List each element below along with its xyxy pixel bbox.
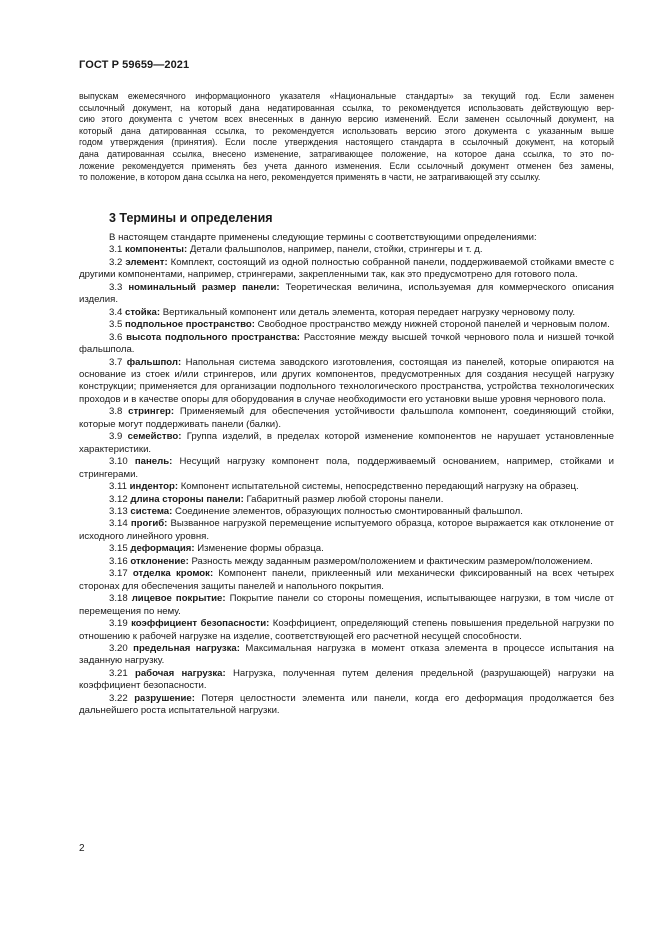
term-definition: [79, 518, 614, 543]
term-name: прогиб:: [130, 518, 168, 530]
term-number: 3.1: [109, 244, 123, 256]
term-name: высота подпольного пространства:: [126, 331, 301, 343]
terms-body: [79, 232, 614, 718]
term-number: 3.19: [109, 618, 128, 630]
section-lead: В настоящем стандарте применены следующие термины с соответствующими определениями:: [109, 232, 537, 243]
term-text: Детали фальшполов, например, панели, стойки, стрингеры и т. д.: [189, 244, 483, 256]
term-text: Несущий нагрузку компонент пола, поддерживаемый основанием, например, стойками и стрингерами.: [79, 456, 615, 480]
term-definition: [79, 257, 614, 282]
intro-line: сию этого документа с учетом всех внесенных в данную версию изменений. Если заменен ссылочный документ, на: [79, 114, 614, 125]
term-name: рабочая нагрузка:: [134, 667, 226, 679]
intro-line: годом утверждения (принятия). Если после утверждения настоящего стандарта в ссылочный документ, на который: [79, 137, 614, 148]
term-number: 3.6: [109, 331, 123, 343]
term-number: 3.10: [109, 456, 128, 468]
term-name: стойка:: [125, 306, 161, 318]
term-definition: [79, 543, 614, 555]
term-text: Комплект, состоящий из одной полностью собранной панели, поддерживаемой стойками вместе с другими компонентами, например, стрингерами, закрепленными так, как это предусмотрено для готового пола.: [79, 256, 614, 281]
term-name: деформация:: [130, 543, 195, 555]
term-definition: [79, 431, 614, 456]
term-definition: [79, 456, 614, 481]
term-name: коэффициент безопасности:: [131, 618, 270, 630]
term-text: Максимальная нагрузка в момент отказа элемента в процессе испытания на заданную нагрузку.: [79, 642, 615, 667]
intro-line: ссылочный документ, на который дана недатированная ссылка, то рекомендуется использовать действующую вер-: [79, 102, 614, 113]
term-name: фальшпол:: [126, 356, 182, 368]
intro-paragraph: [79, 91, 614, 184]
term-name: подпольное пространство:: [125, 319, 255, 331]
term-name: семейство:: [127, 431, 182, 443]
intro-line: который дана датированная ссылка, то рекомендуется использовать версию этого документа с указанным выше: [79, 125, 614, 136]
term-text: Свободное пространство между нижней стороной панелей и черновым полом.: [257, 319, 610, 331]
term-definition: [79, 332, 614, 357]
term-name: длина стороны панели:: [130, 493, 244, 505]
term-number: 3.5: [109, 319, 123, 331]
term-number: 3.17: [109, 568, 128, 580]
term-number: 3.18: [109, 593, 128, 605]
term-definition: [79, 556, 614, 568]
term-number: 3.16: [109, 555, 128, 567]
terms-list: [79, 244, 614, 717]
section-title: 3 Термины и определения: [109, 211, 273, 225]
term-number: 3.14: [109, 518, 128, 530]
term-definition: [79, 506, 614, 518]
term-number: 3.20: [109, 642, 128, 654]
term-definition: [79, 643, 614, 668]
term-text: Коэффициент, определяющий степень повышения предельной нагрузки по отношению к рабочей нагрузке на изделие, соответствующей его расчетной несущей способности.: [79, 618, 614, 642]
document-header: ГОСТ Р 59659—2021: [79, 59, 190, 71]
term-text: Соединение элементов, образующих полностью смонтированный фальшпол.: [175, 505, 523, 517]
intro-line: то положение, в котором дана ссылка на него, рекомендуется применять в части, не затрагивающей эту ссылку.: [79, 172, 541, 183]
term-name: номинальный размер панели:: [128, 281, 280, 293]
term-name: предельная нагрузка:: [133, 642, 240, 654]
term-text: Габаритный размер любой стороны панели.: [246, 493, 444, 505]
term-definition: [79, 618, 614, 643]
term-definition: [79, 481, 614, 493]
term-number: 3.9: [109, 431, 123, 443]
term-text: Компонент испытательной системы, непосредственно передающий нагрузку на образец.: [180, 481, 579, 493]
term-name: панель:: [134, 456, 173, 468]
term-number: 3.21: [109, 667, 128, 679]
term-number: 3.8: [109, 406, 123, 418]
term-definition: [79, 282, 614, 307]
intro-line: выпускам ежемесячного информационного указателя «Национальные стандарты» за текущий год. Если заменен: [79, 91, 614, 101]
term-number: 3.3: [109, 281, 123, 293]
intro-line: дана датированная ссылка, внесено изменение, затрагивающее положение, на которое дана ссылка, то это по-: [79, 148, 614, 159]
term-text: Покрытие панели со стороны помещения, испытывающее нагрузки, в том числе от перемещения по нему.: [79, 593, 615, 617]
term-definition: [79, 668, 614, 693]
term-text: Изменение формы образца.: [197, 543, 324, 555]
term-text: Разность между заданным размером/положением и фактическим размером/положением.: [191, 555, 593, 567]
term-name: элемент:: [125, 256, 168, 268]
term-definition: [79, 693, 614, 718]
term-number: 3.12: [109, 493, 128, 505]
term-text: Напольная система заводского изготовления, состоящая из панелей, которые опираются на основание из стоек и/или стрингеров, или других компонентов, предусмотренных для создания несущей нагрузку конструкции; применяется для организации подпольного технологического пространства, устройства технологических проходов и в качестве опоры для оборудования в случае необходимости его установки выше уровня чернового пола.: [79, 356, 615, 405]
term-number: 3.11: [109, 481, 127, 493]
term-name: отделка кромок:: [132, 568, 214, 580]
term-definition: [79, 494, 614, 506]
term-text: Потеря целостности элемента или панели, когда его деформация продолжается без дальнейшего роста испытательной нагрузки.: [79, 692, 614, 717]
term-text: Расстояние между высшей точкой чернового пола и низшей точкой фальшпола.: [79, 331, 615, 356]
term-text: Группа изделий, в пределах которой изменение компонентов не нарушает установленные характеристики.: [79, 431, 614, 455]
term-number: 3.7: [109, 356, 123, 368]
term-text: Компонент панели, приклеенный или механически фиксированный на всех четырех сторонах для обеспечения защиты панелей и напольного покрытия.: [79, 568, 614, 592]
term-text: Нагрузка, полученная путем деления предельной (разрушающей) нагрузки на коэффициент безопасности.: [79, 667, 614, 692]
intro-line: ложение рекомендуется применять без учета данного изменения. Если ссылочный документ отменен без замены,: [79, 160, 614, 171]
term-number: 3.2: [109, 256, 123, 268]
term-name: отклонение:: [130, 555, 189, 567]
term-definition: [79, 568, 614, 593]
term-text: Применяемый для обеспечения устойчивости фальшпола компонент, соединяющий стойки, которые могут поддерживать панели (балки).: [79, 406, 614, 430]
term-name: лицевое покрытие:: [131, 593, 226, 605]
term-text: Теоретическая величина, используемая для коммерческого описания изделия.: [79, 281, 614, 306]
term-definition: [79, 244, 614, 256]
term-number: 3.4: [109, 306, 123, 318]
term-definition: [79, 406, 614, 431]
term-name: разрушение:: [134, 692, 195, 704]
term-name: стрингер:: [128, 406, 175, 418]
term-definition: [79, 593, 614, 618]
term-name: компоненты:: [125, 244, 188, 256]
term-definition: [79, 357, 614, 407]
page-number: 2: [79, 843, 85, 854]
term-name: индентор:: [129, 481, 179, 493]
term-number: 3.15: [109, 543, 128, 555]
term-number: 3.13: [109, 505, 128, 517]
term-text: Вызванное нагрузкой перемещение испытуемого образца, которое выражается как отклонение от исходного линейного уровня.: [79, 518, 614, 542]
term-definition: [79, 307, 614, 319]
term-name: система:: [130, 505, 173, 517]
term-number: 3.22: [109, 692, 128, 704]
term-definition: [79, 319, 614, 331]
term-text: Вертикальный компонент или деталь элемента, которая передает нагрузку черновому полу.: [162, 306, 576, 318]
